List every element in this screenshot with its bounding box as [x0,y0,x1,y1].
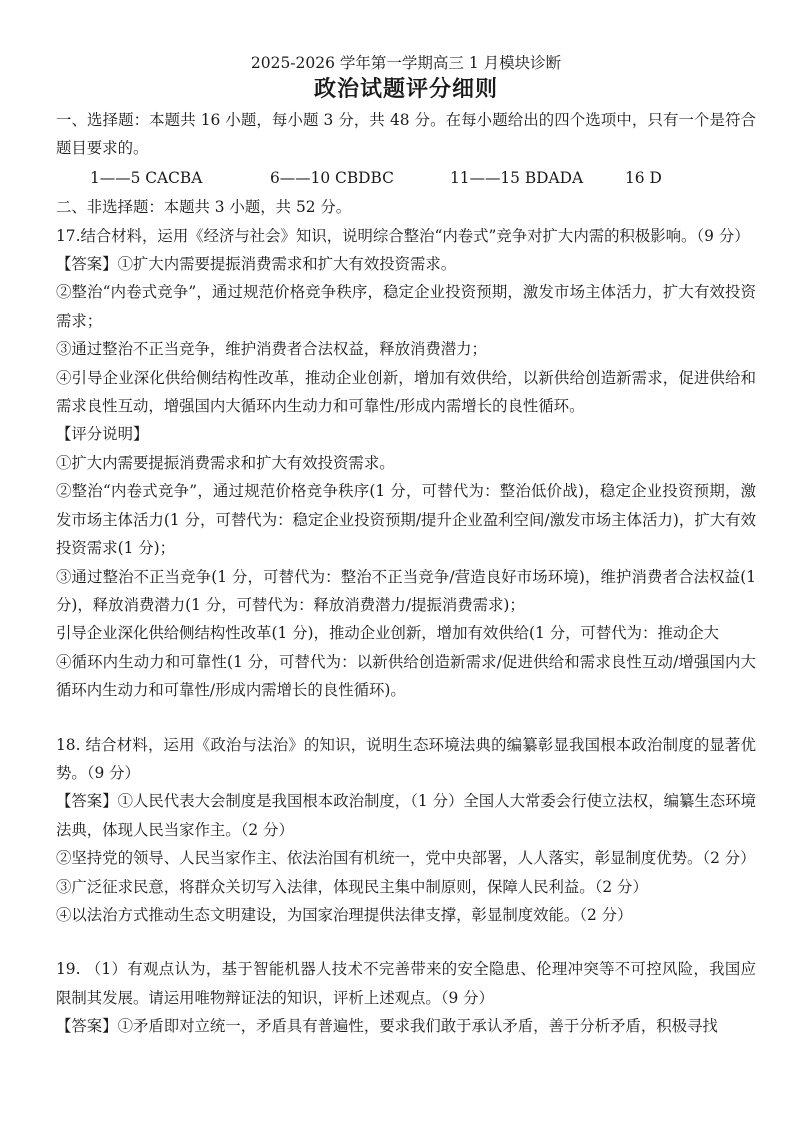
q19-answer-1: 【答案】①矛盾即对立统一，矛盾具有普遍性，要求我们敢于承认矛盾，善于分析矛盾，积极寻找 [56,1017,718,1036]
q17-scoring-3: ③通过整治不正当竞争(1 分，可替代为：整治不正当竞争/营造良好市场环境)，维护消费者合法权益(1 分)，释放消费潜力(1 分，可替代为：释放消费潜力/提振消费需求)； [56,567,756,614]
spacer [56,705,756,731]
q17-answer-3: ③通过整治不正当竞争，维护消费者合法权益，释放消费潜力； [56,340,487,359]
section1-heading: 一、选择题：本题共 16 小题，每小题 3 分，共 48 分。在每小题给出的四个选项中，只有一个是符合题目要求的。 [56,111,756,158]
q17-question: 17.结合材料，运用《经济与社会》知识，说明综合整治“内卷式”竞争对扩大内需的积极影响。（9 分） [56,226,750,245]
answer-group-3: 11——15 BDADA [450,168,584,187]
answer-group-1: 1——5 CACBA [90,168,203,187]
page-title: 政治试题评分细则 [313,76,498,102]
q19-question: 19. （1）有观点认为，基于智能机器人技术不完善带来的安全隐患、伦理冲突等不可控风险，我国应限制其发展。请运用唯物辩证法的知识，评析上述观点。（9 分） [56,960,756,1007]
answer-group-4: 16 D [625,168,662,187]
spacer [56,929,756,955]
exam-subtitle: 2025-2026 学年第一学期高三 1 月模块诊断 [250,54,562,72]
answer-group-2: 6——10 CBDBC [270,168,394,187]
q17-scoring-heading: 【评分说明】 [56,425,149,444]
q18-question: 18. 结合材料，运用《政治与法治》的知识，说明生态环境法典的编纂彰显我国根本政治制度的显著优势。（9 分） [56,735,756,782]
q17-scoring-2: ②整治“内卷式竞争”，通过规范价格竞争秩序(1 分，可替代为：整治低价战)，稳定企业投资预期，激发市场主体活力(1 分，可替代为：稳定企业投资预期/提升企业盈利空间/激发市场主体活力)，扩大有效投资需求(1 分)； [56,482,756,558]
q17-scoring-1: ①扩大内需要提振消费需求和扩大有效投资需求。 [56,453,395,472]
q18-answer-1: 【答案】①人民代表大会制度是我国根本政治制度，（1 分）全国人大常委会行使立法权，编纂生态环境法典，体现人民当家作主。（2 分） [56,792,756,839]
q18-answer-4: ④以法治方式推动生态文明建设，为国家治理提供法律支撑，彰显制度效能。（2 分） [56,905,633,924]
choice-answers [56,164,756,192]
q17-answer-4: ④引导企业深化供给侧结构性改革，推动企业创新，增加有效供给，以新供给创造新需求，促进供给和需求良性互动，增强国内大循环内生动力和可靠性/形成内需增长的良性循环。 [56,368,756,416]
q18-answer-3: ③广泛征求民意，将群众关切写入法律，体现民主集中制原则，保障人民利益。（2 分） [56,877,648,896]
q18-answer-2: ②坚持党的领导、人民当家作主、依法治国有机统一，党中央部署，人人落实，彰显制度优势。（2 分） [56,849,756,868]
section2-heading: 二、非选择题：本题共 3 小题，共 52 分。 [56,198,352,217]
q17-scoring-4b: ④循环内生动力和可靠性(1 分，可替代为：以新供给创造新需求/促进供给和需求良性互动/增强国内大循环内生动力和可靠性/形成内需增长的良性循环)。 [56,652,756,700]
q17-answer-1: 【答案】①扩大内需要提振消费需求和扩大有效投资需求。 [56,255,457,274]
q17-scoring-4a: 引导企业深化供给侧结构性改革(1 分)，推动企业创新，增加有效供给(1 分，可替代为：推动企大 [56,624,720,643]
q17-answer-2: ②整治“内卷式竞争”，通过规范价格竞争秩序，稳定企业投资预期，激发市场主体活力，扩大有效投资需求； [56,283,756,330]
